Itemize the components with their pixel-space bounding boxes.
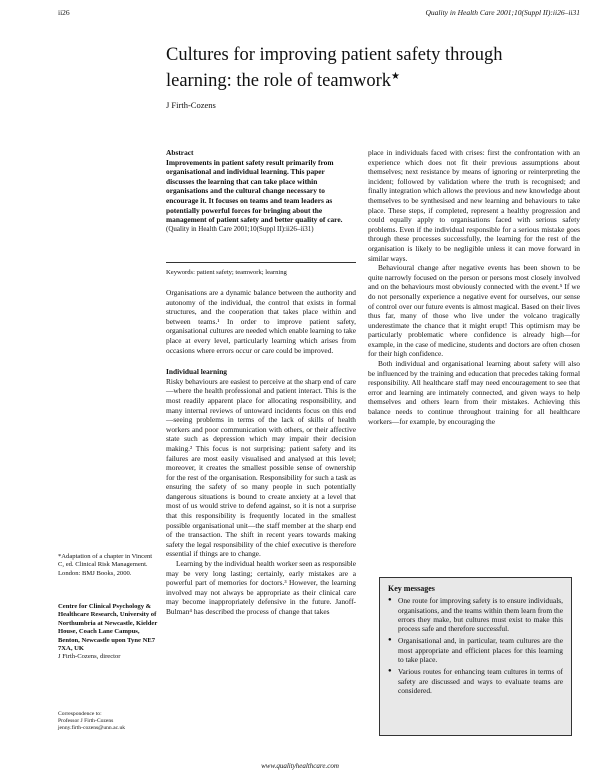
section-heading: Individual learning xyxy=(166,367,227,377)
key-messages-title: Key messages xyxy=(388,584,435,593)
paragraph: Learning by the individual health worker seen as responsible may be very long lasting; certainly, early mistakes are a powerful part of memories for doctors.³ However, the learning involved may not always be appropriate as their clinical care may become inappropriately defensive in the future. Janoff-Bulman⁴ has described the process of change that takes xyxy=(166,559,356,616)
paragraph: Behavioural change after negative events has been shown to be quite narrowly focused on the person or persons most closely involved and on the behaviours most obviously connected with the event.⁵ If we do not personally experience a negative event for ourselves, our sense of control over our future events is almost magical. Based on their lives thus far, many of those who live under the volcano tragically underestimate the chance that it might erupt! This optimism may be particularly problematic where confidence is already high—for example, in the case of medicine, students and doctors are often chosen for their high confidence. xyxy=(368,263,580,359)
correspondence-email[interactable]: jenny.firth-cozens@unn.ac.uk xyxy=(58,725,126,732)
article-title: Cultures for improving patient safety through learning: the role of teamwork★ xyxy=(166,45,503,92)
title-footnote-mark: ★ xyxy=(391,71,400,82)
list-item: ● Organisational and, in particular, team cultures are the most appropriate and efficient places for this learning to take place. xyxy=(398,636,563,664)
list-item: ● Various routes for enhancing team cultures in terms of safety are discussed and ways to evaluate teams are considered. xyxy=(398,667,563,695)
correspondence xyxy=(58,711,158,733)
body-column-1 xyxy=(166,288,356,617)
page-number: ii26 xyxy=(58,8,70,17)
journal-header: Quality in Health Care 2001;10(Suppl II):ii26–ii31 xyxy=(425,8,580,17)
author: J Firth-Cozens xyxy=(166,100,216,110)
list-item: ● One route for improving safety is to ensure individuals, organisations, and the teams within them learn from the errors they make, but cultures must exist to make this process safe and therefore successful. xyxy=(398,596,563,633)
paragraph: Both individual and organisational learning about safety will also be influenced by the training and education that precedes taking formal responsibility. All healthcare staff may need encouragement to see that error and learning are intimately connected, and given ways to help themselves and others learn from their mistakes. Achieving this balance needs to continue throughout training for all healthcare workers—for example, by encouraging the xyxy=(368,359,580,426)
abstract xyxy=(166,148,354,234)
author-role: J Firth-Cozens, director xyxy=(58,653,121,661)
correspondence-name: Professor J Firth-Cozens xyxy=(58,718,114,725)
abstract-text: Improvements in patient safety result primarily from organisational and individual learning. This paper discusses the learning that can take place within organisations and the cultural change necessary to encourage it. It focuses on teams and team leaders as potentially powerful forces for bringing about the management of patient safety and better quality of care. xyxy=(166,157,343,225)
abstract-citation: (Quality in Health Care 2001;10(Suppl II):ii26–ii31) xyxy=(166,224,314,233)
key-messages-box xyxy=(379,577,572,736)
paragraph: place in individuals faced with crises: first the confrontation with an experience which does not fit their previous assumptions about themselves; next resistance by means of ignoring or reinterpreting the incident; followed by validation where the truth is recognised; and finally integration which allows the previous and new knowledge about themselves to be synthesised and new learning and behaviours to take place. These steps, if completed, represent a healthy progression and could equally apply to organisations faced with serious safety problems. Even if the individual responsible for a serious mistake goes through these processes successfully, the learning for the rest of the organisation is likely to be negligible unless it can move forward in similar ways. xyxy=(368,148,580,263)
affiliation: Centre for Clinical Psychology & Healthcare Research, University of Northumbria at Newcastle, Kielder House, Coach Lane Campus, Benton, Newcastle upon Tyne NE7 7XA, UK J Firth-Cozens, director xyxy=(58,603,158,661)
abstract-heading: Abstract xyxy=(166,148,194,157)
chapter-note: *Adaptation of a chapter in Vincent C, ed. Clinical Risk Management. London: BMJ Books, 2000. xyxy=(58,553,153,577)
body-column-2 xyxy=(368,148,580,426)
key-messages-list xyxy=(388,596,563,695)
paragraph: Organisations are a dynamic balance between the authority and autonomy of the individual, the control that exists in formal structures, and the cooperation that takes place within and between teams.¹ In order to improve patient safety, organisational cultures are needed which enable learning to take place at every level, particularly learning which arises from occasions where errors occur or care could be improved. xyxy=(166,288,356,355)
keywords: Keywords: patient safety; teamwork; learning xyxy=(166,262,356,276)
paragraph: Risky behaviours are easiest to perceive at the sharp end of care—where the health professional and patient interact. This is the most readily apparent place for allocating responsibility, and many internal reviews of untoward incidents focus on this end—seeing problems in terms of the lack of skills of health workers and poor communication with others, or their affective state such as depression which may impair their decision making.² This focus is not surprising: patient safety and its failures are most easily visualised and analysed at this level; moreover, it creates the smallest possible sense of ownership for the rest of the organisation. Responsibility for such a task as ensuring the safety of so many people in such potentially dangerous situations is bound to create anxiety at a level that most of us would strive to defend against, so it is not a surprise that this responsibility is frequently located in the smallest possible organisational unit—the staff member at the sharp end of the transaction. The shift in recent years towards making safety the legal responsibility of the chief executive is therefore essential if things are to change. xyxy=(166,376,356,559)
correspondence-label: Correspondence to: xyxy=(58,711,102,717)
footer-url[interactable]: www.qualityhealthcare.com xyxy=(261,762,339,770)
